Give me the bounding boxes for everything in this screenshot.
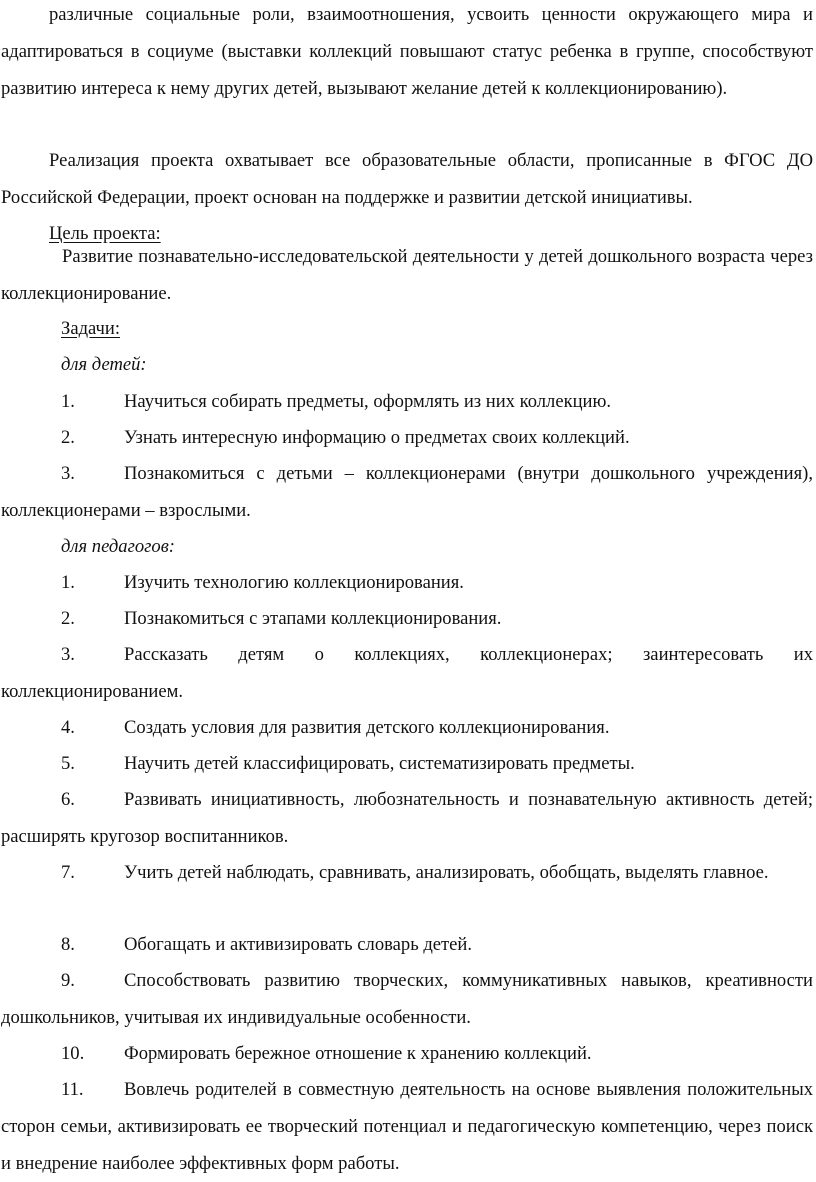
list-item: 2. Узнать интересную информацию о предметах своих коллекций. — [61, 427, 630, 448]
list-item: 2. Познакомиться с этапами коллекционирования. — [61, 608, 502, 629]
list-item: 3. Познакомиться с детьми – коллекционерами (внутри дошкольного учреждения), коллекционерами – взрослыми. — [1, 463, 813, 521]
realization-paragraph: Реализация проекта охватывает все образовательные области, прописанные в ФГОС ДО Российской Федерации, проект основан на поддержке и развитии детской инициативы. — [1, 150, 813, 208]
list-item: 11. Вовлечь родителей в совместную деятельность на основе выявления положительных сторон семьи, активизировать ее творческий потенциал и педагогическую компетенцию, через поиск и внедрение наиболее эффективных форм работы. — [1, 1079, 813, 1174]
list-item: 7. Учить детей наблюдать, сравнивать, анализировать, обобщать, выделять главное. — [61, 862, 769, 883]
goal-heading-text: Цель проекта: — [49, 223, 161, 244]
list-item: 6. Развивать инициативность, любознательность и познавательную активность детей; расширять кругозор воспитанников. — [1, 789, 813, 847]
list-item: 3. Рассказать детям о коллекциях, коллекционерах; заинтересовать их коллекционированием. — [1, 644, 813, 702]
list-item: 4. Создать условия для развития детского коллекционирования. — [61, 717, 610, 738]
list-item: 1. Научиться собирать предметы, оформлять из них коллекцию. — [61, 391, 612, 412]
intro-paragraph: различные социальные роли, взаимоотношения, усвоить ценности окружающего мира и адаптироваться в социуме (выставки коллекций повышают статус ребенка в группе, способствуют развитию интереса к нему других детей, вызывают желание детей к коллекционированию). — [1, 4, 813, 99]
teachers-label: для педагогов: — [61, 536, 175, 557]
goal-text: Развитие познавательно-исследовательской деятельности у детей дошкольного возраста через коллекционирование. — [1, 246, 813, 304]
list-item: 1. Изучить технологию коллекционирования. — [61, 572, 464, 593]
tasks-heading-text: Задачи: — [61, 318, 121, 339]
list-item: 9. Способствовать развитию творческих, коммуникативных навыков, креативности дошкольников, учитывая их индивидуальные особенности. — [1, 970, 813, 1028]
list-item: 8. Обогащать и активизировать словарь детей. — [61, 934, 473, 955]
list-item: 5. Научить детей классифицировать, систематизировать предметы. — [61, 753, 635, 774]
tasks-heading — [1, 310, 813, 347]
children-label: для детей: — [61, 354, 147, 375]
list-item: 10. Формировать бережное отношение к хранению коллекций. — [61, 1043, 592, 1064]
